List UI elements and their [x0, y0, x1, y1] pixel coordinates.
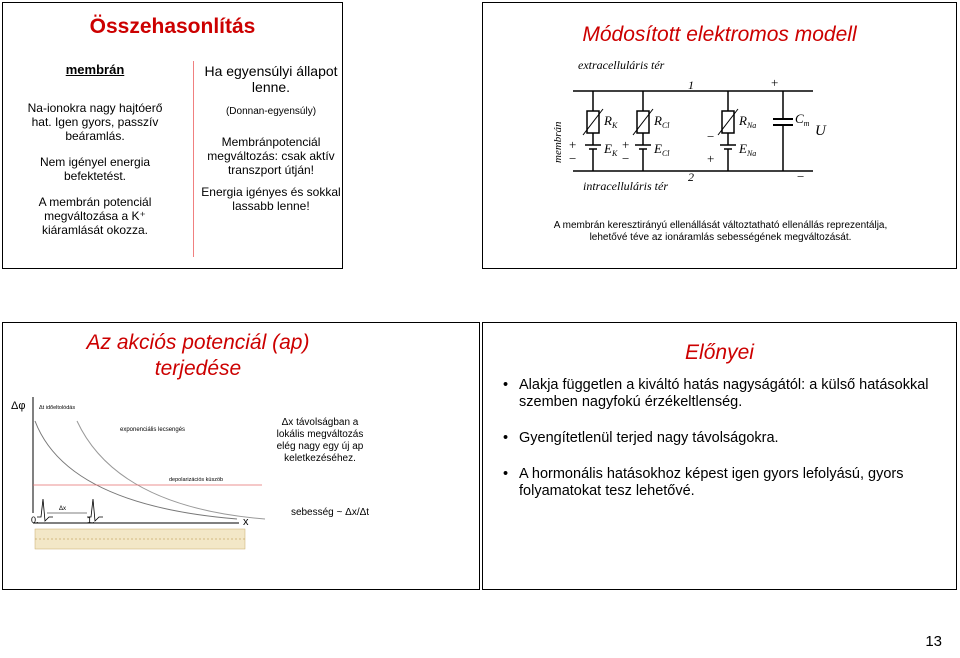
- membrane-column: [3, 63, 187, 237]
- note-line: keletkezéséhez.: [284, 453, 356, 464]
- extracellular-label: extracelluláris tér: [578, 58, 665, 72]
- cm-label: $C_m$: [795, 111, 810, 128]
- x-axis-label: x: [243, 516, 249, 528]
- y-axis-label: Δφ: [11, 400, 26, 412]
- text-line: befektetést.: [63, 169, 127, 183]
- rcl-label: $R_{Cl}$: [654, 113, 670, 130]
- plus-sign: +: [707, 151, 715, 166]
- circuit-diagram: [483, 53, 958, 203]
- text-line: Membránpotenciál: [221, 135, 321, 149]
- slide-ap-propagation: [2, 322, 480, 590]
- ena-label: $E_{Na}$: [739, 141, 757, 158]
- divider: [193, 61, 194, 257]
- text-line: Nem igényel energia: [39, 155, 151, 169]
- list-item: • Alakja független a kiváltó hatás nagyságától: a külső hatásokkal szemben nagyfokú érzékeltlenség.: [501, 377, 941, 411]
- caption-line: lehetővé téve az ionáramlás sebességének megváltozását.: [589, 232, 852, 243]
- advantages-list: [501, 377, 941, 519]
- plus-sign: +: [771, 75, 779, 90]
- dx-label: Δx: [59, 506, 67, 512]
- text-line: Energia igényes és sokkal: [201, 185, 341, 199]
- diagram-caption: [503, 220, 938, 244]
- slide-electrical-model: [482, 2, 957, 269]
- slide-title: Előnyei: [685, 341, 754, 364]
- text-line: transzport útján!: [227, 163, 315, 177]
- propagation-figure: [7, 395, 267, 585]
- text-line: lenne.: [251, 79, 291, 95]
- slide-advantages: [482, 322, 957, 590]
- plus-sign: +: [622, 137, 630, 152]
- slide-title: Összehasonlítás: [89, 15, 256, 38]
- note-line: Δx távolságban a: [281, 417, 359, 428]
- rk-label: $R_K$: [604, 113, 618, 130]
- minus-sign: −: [622, 151, 630, 166]
- list-item: • Gyengítetlenül terjed nagy távolságokra.: [501, 430, 941, 447]
- column-header: membrán: [65, 62, 125, 77]
- list-item: • A hormonális hatásokhoz képest igen gyors lefolyású, gyors folyamatokat tesz lehetővé.: [501, 466, 941, 500]
- text-line: (Donnan-egyensúly): [225, 106, 317, 117]
- text-line: hat. Igen gyors, passzív: [31, 115, 159, 129]
- text-line: megváltozása a K⁺: [44, 209, 146, 223]
- text-line: beáramlás.: [65, 129, 125, 143]
- exp-decay-label: exponenciális lecsengés: [120, 427, 186, 433]
- text-line: megváltozás: csak aktív: [207, 149, 335, 163]
- slide-title-line-1: Az akciós potenciál (ap): [86, 331, 310, 354]
- note-line: lokális megváltozás: [276, 429, 364, 440]
- minus-sign: −: [797, 169, 805, 184]
- plus-sign: +: [569, 137, 577, 152]
- minus-sign: −: [707, 129, 715, 144]
- tick-0-label: 0.: [31, 515, 39, 525]
- text-line: lassabb lenne!: [232, 199, 310, 213]
- note-line: elég nagy egy új ap: [276, 441, 364, 452]
- text-line: A membrán potenciál: [38, 195, 152, 209]
- threshold-label: depolarizációs küszöb: [169, 477, 224, 483]
- distance-note: [265, 417, 375, 465]
- ek-label: $E_K$: [604, 141, 618, 158]
- speed-formula: sebesség ~ Δx/Δt: [290, 507, 370, 518]
- intracellular-label: intracelluláris tér: [583, 179, 668, 193]
- node-2-label: 2: [688, 170, 694, 184]
- rna-label: $R_{Na}$: [739, 113, 757, 130]
- text-line: Ha egyensúlyi állapot: [204, 63, 338, 79]
- minus-sign: −: [569, 151, 577, 166]
- slide-title: Módosított elektromos modell: [582, 23, 857, 46]
- u-label: U: [815, 123, 826, 139]
- time-shift-label: Δt időeltolódás: [39, 405, 76, 411]
- slide-comparison: [2, 2, 343, 269]
- slide-title-line-2: terjedése: [154, 357, 242, 380]
- tick-1-label: 1.: [87, 515, 95, 525]
- membrane-label: membrán: [552, 121, 564, 163]
- node-1-label: 1: [688, 78, 694, 92]
- caption-line: A membrán keresztirányú ellenállását változtatható ellenállás reprezentálja,: [553, 220, 888, 231]
- ecl-label: $E_{Cl}$: [654, 141, 670, 158]
- equilibrium-column: [201, 63, 341, 213]
- text-line: kiáramlását okozza.: [41, 223, 149, 237]
- text-line: Na-ionokra nagy hajtóerő: [27, 101, 163, 115]
- page-number: 13: [925, 633, 942, 650]
